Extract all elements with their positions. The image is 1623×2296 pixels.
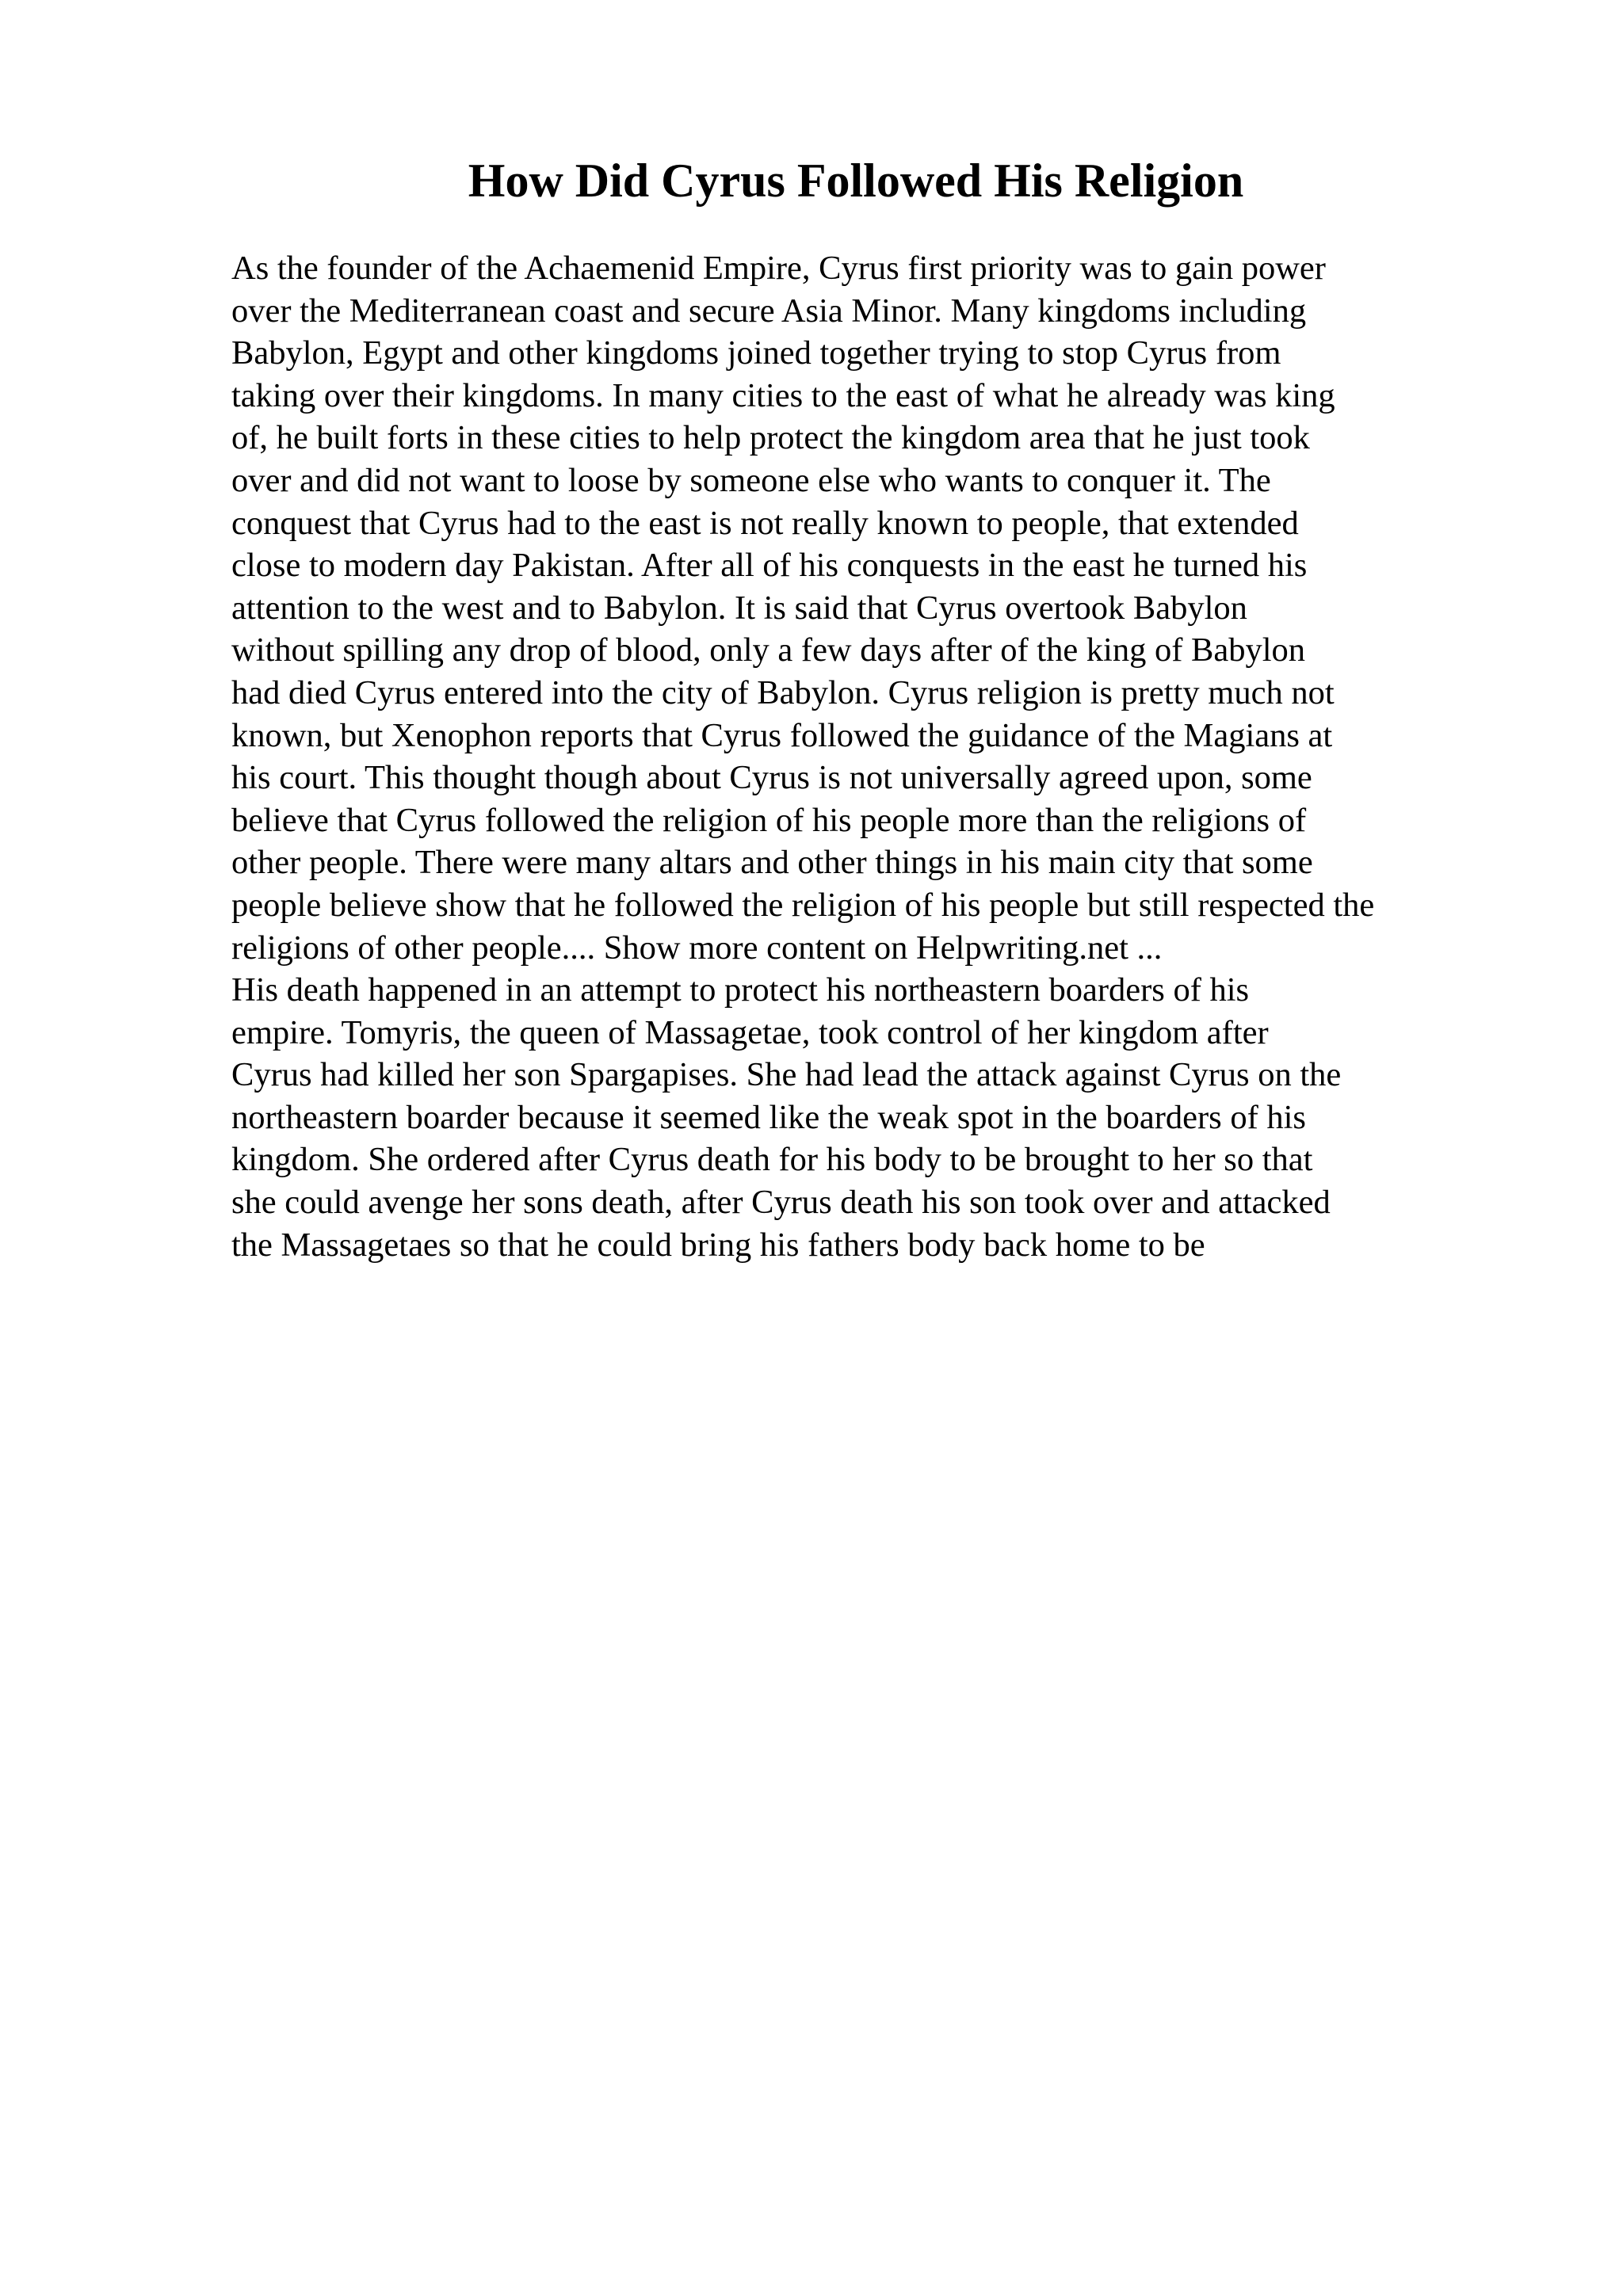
body-line: his court. This thought though about Cyrus is not universally agreed upon, some xyxy=(231,759,1312,797)
body-line: attention to the west and to Babylon. It is said that Cyrus overtook Babylon xyxy=(231,589,1247,627)
body-line: known, but Xenophon reports that Cyrus followed the guidance of the Magians at xyxy=(231,716,1333,754)
body-line: His death happened in an attempt to protect his northeastern boarders of his xyxy=(231,971,1250,1009)
body-line: conquest that Cyrus had to the east is not really known to people, that extended xyxy=(231,504,1299,542)
body-line: northeastern boarder because it seemed like the weak spot in the boarders of his xyxy=(231,1098,1306,1136)
body-line: kingdom. She ordered after Cyrus death for his body to be brought to her so that xyxy=(231,1141,1313,1179)
body-line: of, he built forts in these cities to help protect the kingdom area that he just took xyxy=(231,419,1310,457)
body-line: had died Cyrus entered into the city of Babylon. Cyrus religion is pretty much not xyxy=(231,673,1335,711)
body-line: taking over their kingdoms. In many cities to the east of what he already was king xyxy=(231,376,1335,414)
body-line: without spilling any drop of blood, only a few days after of the king of Babylon xyxy=(231,631,1306,669)
body-line: she could avenge her sons death, after Cyrus death his son took over and attacked xyxy=(231,1184,1331,1222)
body-line: Cyrus had killed her son Spargapises. She had lead the attack against Cyrus on the xyxy=(231,1056,1342,1094)
body-line: Babylon, Egypt and other kingdoms joined together trying to stop Cyrus from xyxy=(231,334,1281,372)
body-line: close to modern day Pakistan. After all of his conquests in the east he turned his xyxy=(231,547,1308,585)
body-line: As the founder of the Achaemenid Empire, Cyrus first priority was to gain power xyxy=(231,250,1326,287)
body-line: religions of other people.... Show more content on Helpwriting.net ... xyxy=(231,929,1163,967)
body-line: people believe show that he followed the religion of his people but still respected the xyxy=(231,886,1375,924)
document-title: How Did Cyrus Followed His Religion xyxy=(468,154,1244,207)
body-line: over the Mediterranean coast and secure Asia Minor. Many kingdoms including xyxy=(231,292,1307,330)
document-body xyxy=(231,247,1531,1266)
body-line: empire. Tomyris, the queen of Massagetae, took control of her kingdom after xyxy=(231,1013,1269,1051)
body-line: believe that Cyrus followed the religion of his people more than the religions of xyxy=(231,801,1307,839)
body-line: other people. There were many altars and other things in his main city that some xyxy=(231,844,1313,882)
body-line: over and did not want to loose by someone else who wants to conquer it. The xyxy=(231,461,1271,499)
body-line: the Massagetaes so that he could bring his fathers body back home to be xyxy=(231,1226,1205,1264)
